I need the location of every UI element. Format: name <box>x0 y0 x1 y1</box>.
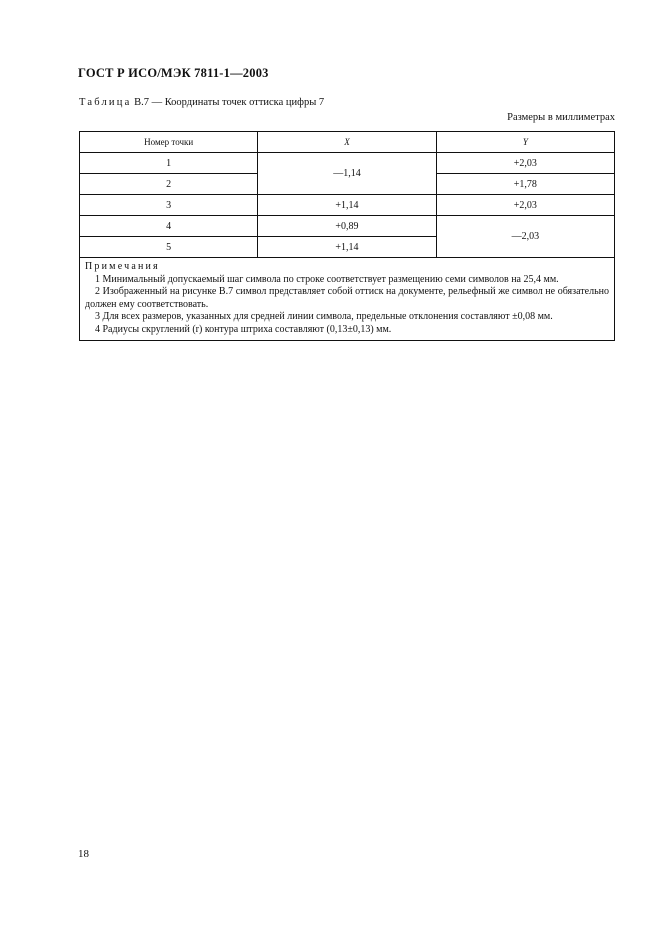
cell-x: +1,14 <box>258 195 436 216</box>
table-caption-label: Таблица <box>79 97 132 108</box>
notes-title: Примечания <box>85 261 160 272</box>
table-header-row <box>80 132 615 153</box>
column-header-point: Номер точки <box>80 132 258 153</box>
cell-x-merged: —1,14 <box>258 153 436 195</box>
cell-point: 4 <box>80 216 258 237</box>
cell-point: 3 <box>80 195 258 216</box>
document-header: ГОСТ Р ИСО/МЭК 7811-1—2003 <box>78 66 269 80</box>
cell-point: 1 <box>80 153 258 174</box>
notes-cell <box>80 258 615 341</box>
coordinates-table <box>79 131 615 341</box>
table-row <box>80 153 615 174</box>
table-caption-text: В.7 — Координаты точек оттиска цифры 7 <box>134 97 325 108</box>
note-item: 3 Для всех размеров, указанных для средней линии символа, предельные отклонения составляют ±0,08 мм. <box>95 311 553 322</box>
cell-y: +2,03 <box>436 195 614 216</box>
table-caption <box>79 97 324 108</box>
note-item: 4 Радиусы скруглений (r) контура штриха составляют (0,13±0,13) мм. <box>95 323 392 335</box>
notes-row <box>80 258 615 341</box>
cell-y: +1,78 <box>436 174 614 195</box>
column-header-y: Y <box>436 132 614 153</box>
units-note: Размеры в миллиметрах <box>507 112 615 123</box>
page-number: 18 <box>78 848 89 860</box>
cell-x: +0,89 <box>258 216 436 237</box>
cell-y: +2,03 <box>436 153 614 174</box>
cell-point: 5 <box>80 237 258 258</box>
cell-x: +1,14 <box>258 237 436 258</box>
note-item: 2 Изображенный на рисунке В.7 символ представляет собой оттиск на документе, рельефный же символ не обязательно должен ему соответствовать. <box>85 286 609 310</box>
cell-point: 2 <box>80 174 258 195</box>
table-row <box>80 216 615 237</box>
note-item: 1 Минимальный допускаемый шаг символа по строке соответствует размещению семи символов на 25,4 мм. <box>95 273 559 285</box>
column-header-x: X <box>258 132 436 153</box>
table-row <box>80 195 615 216</box>
cell-y-merged: —2,03 <box>436 216 614 258</box>
